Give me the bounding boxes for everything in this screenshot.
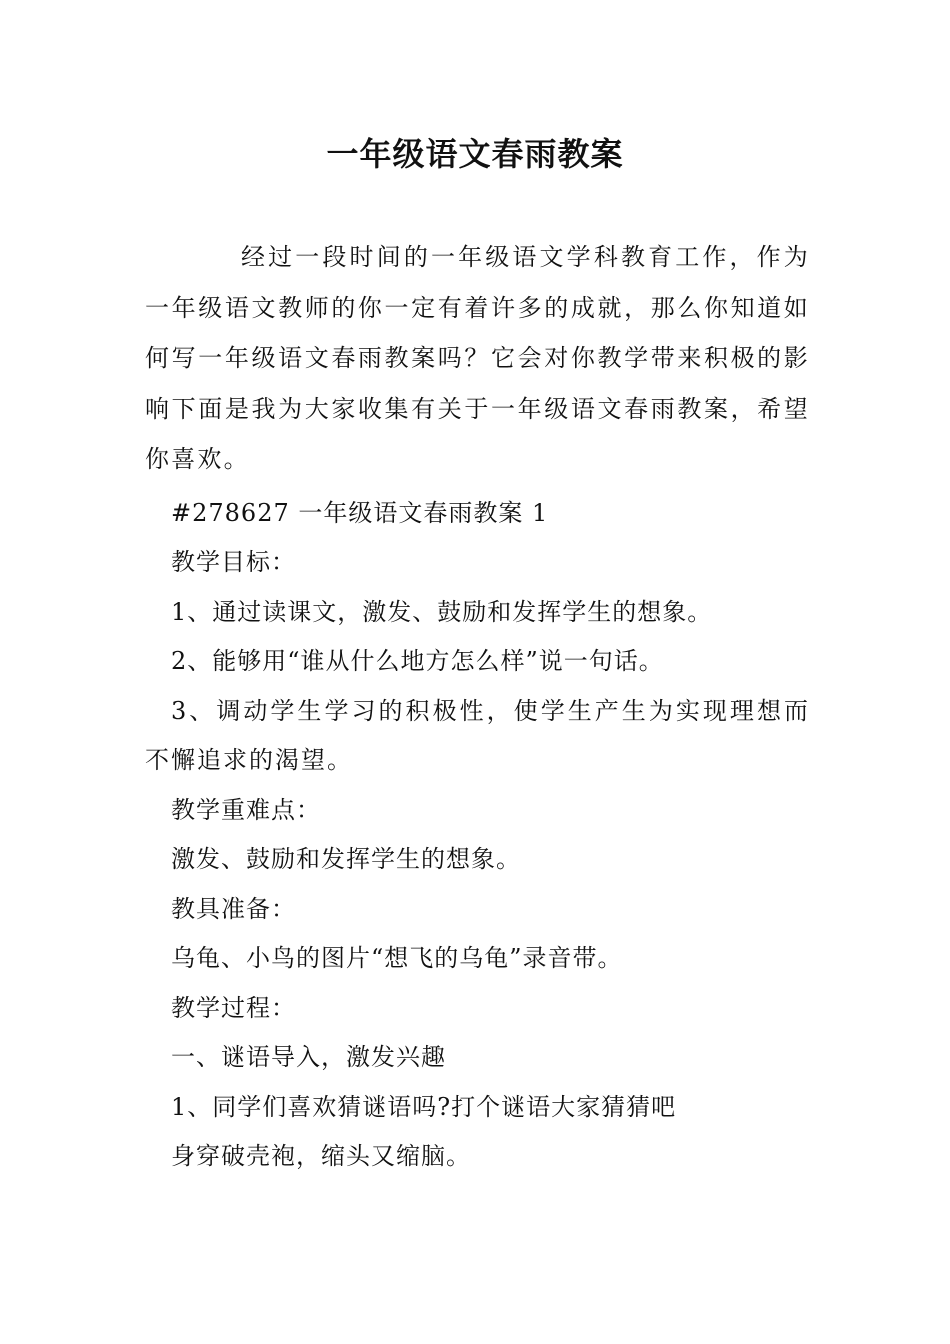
heading-teaching-process: 教学过程： — [171, 993, 296, 1022]
goal-item-2: 2、能够用“谁从什么地方怎么样”说一句话。 — [171, 647, 664, 675]
goal-item-1: 1、通过读课文，激发、鼓励和发挥学生的想象。 — [171, 597, 713, 626]
process-step-1-question: 1、同学们喜欢猜谜语吗?打个谜语大家猜猜吧 — [171, 1092, 677, 1121]
intro-paragraph: 经过一段时间的一年级语文学科教育工作，作为一年级语文教师的你一定有着许多的成就，那么你知道如何写一年级语文春雨教案吗？它会对你教学带来积极的影响下面是我为大家收集有关于一年级语文春雨教案，希望你喜欢。 — [145, 243, 810, 473]
document-body — [145, 232, 810, 1182]
teaching-aids-text: 乌龟、小鸟的图片“想飞的乌龟”录音带。 — [171, 944, 623, 972]
goal-item-3: 3、调动学生学习的积极性，使学生产生为实现理想而不懈追求的渴望。 — [145, 696, 810, 774]
section-heading-lesson-1: #278627 一年级语文春雨教案 1 — [171, 498, 549, 527]
riddle-text: 身穿破壳袍，缩头又缩脑。 — [171, 1142, 471, 1170]
key-points-text: 激发、鼓励和发挥学生的想象。 — [171, 845, 521, 873]
heading-key-points: 教学重难点： — [171, 795, 321, 824]
heading-teaching-goals: 教学目标： — [171, 548, 296, 576]
heading-teaching-aids: 教具准备： — [171, 894, 296, 923]
document-title: 一年级语文春雨教案 — [326, 135, 624, 173]
process-step-1-heading: 一、谜语导入，激发兴趣 — [171, 1043, 446, 1071]
